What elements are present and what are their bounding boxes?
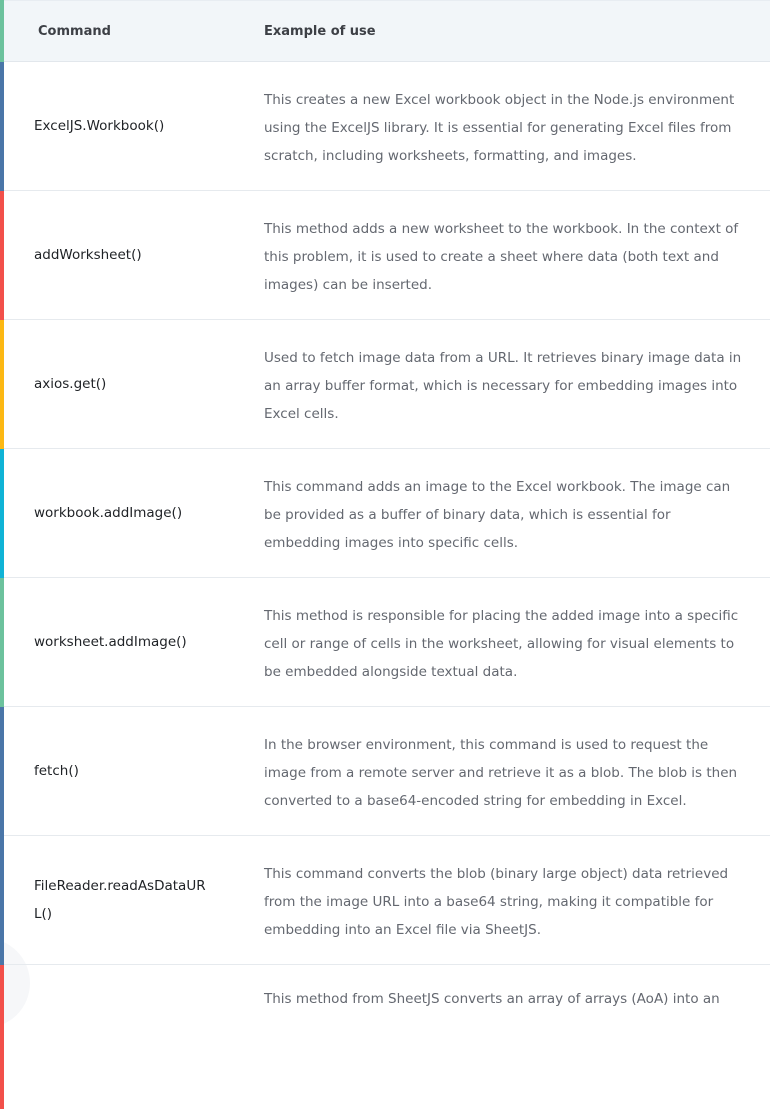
table-row	[2, 62, 770, 191]
column-header-command: Command	[2, 1, 230, 62]
example-cell: This method from SheetJS converts an array of arrays (AoA) into an	[230, 965, 770, 1109]
command-cell: addWorksheet()	[2, 191, 230, 320]
table-row	[2, 836, 770, 965]
command-cell: FileReader.readAsDataURL()	[2, 836, 230, 965]
command-cell: worksheet.addImage()	[2, 578, 230, 707]
command-cell	[2, 965, 230, 1109]
example-cell: Used to fetch image data from a URL. It retrieves binary image data in an array buffer format, which is necessary for embedding images into Excel cells.	[230, 320, 770, 449]
table-row	[2, 191, 770, 320]
command-cell: axios.get()	[2, 320, 230, 449]
example-cell: This command converts the blob (binary large object) data retrieved from the image URL into a base64 string, making it compatible for embedding into an Excel file via SheetJS.	[230, 836, 770, 965]
example-cell: This method adds a new worksheet to the workbook. In the context of this problem, it is used to create a sheet where data (both text and images) can be inserted.	[230, 191, 770, 320]
table-header-row	[2, 1, 770, 62]
command-cell: ExcelJS.Workbook()	[2, 62, 230, 191]
example-cell: This creates a new Excel workbook object in the Node.js environment using the ExcelJS library. It is essential for generating Excel files from scratch, including worksheets, formatting, and images.	[230, 62, 770, 191]
example-cell: This command adds an image to the Excel workbook. The image can be provided as a buffer of binary data, which is essential for embedding images into specific cells.	[230, 449, 770, 578]
table-row	[2, 707, 770, 836]
table-row	[2, 320, 770, 449]
table-row	[2, 578, 770, 707]
table-row	[2, 965, 770, 1109]
example-cell: In the browser environment, this command is used to request the image from a remote server and retrieve it as a blob. The blob is then converted to a base64-encoded string for embedding in Excel.	[230, 707, 770, 836]
command-cell: fetch()	[2, 707, 230, 836]
command-cell: workbook.addImage()	[2, 449, 230, 578]
column-header-example: Example of use	[230, 1, 770, 62]
example-cell: This method is responsible for placing the added image into a specific cell or range of cells in the worksheet, allowing for visual elements to be embedded alongside textual data.	[230, 578, 770, 707]
table-row	[2, 449, 770, 578]
